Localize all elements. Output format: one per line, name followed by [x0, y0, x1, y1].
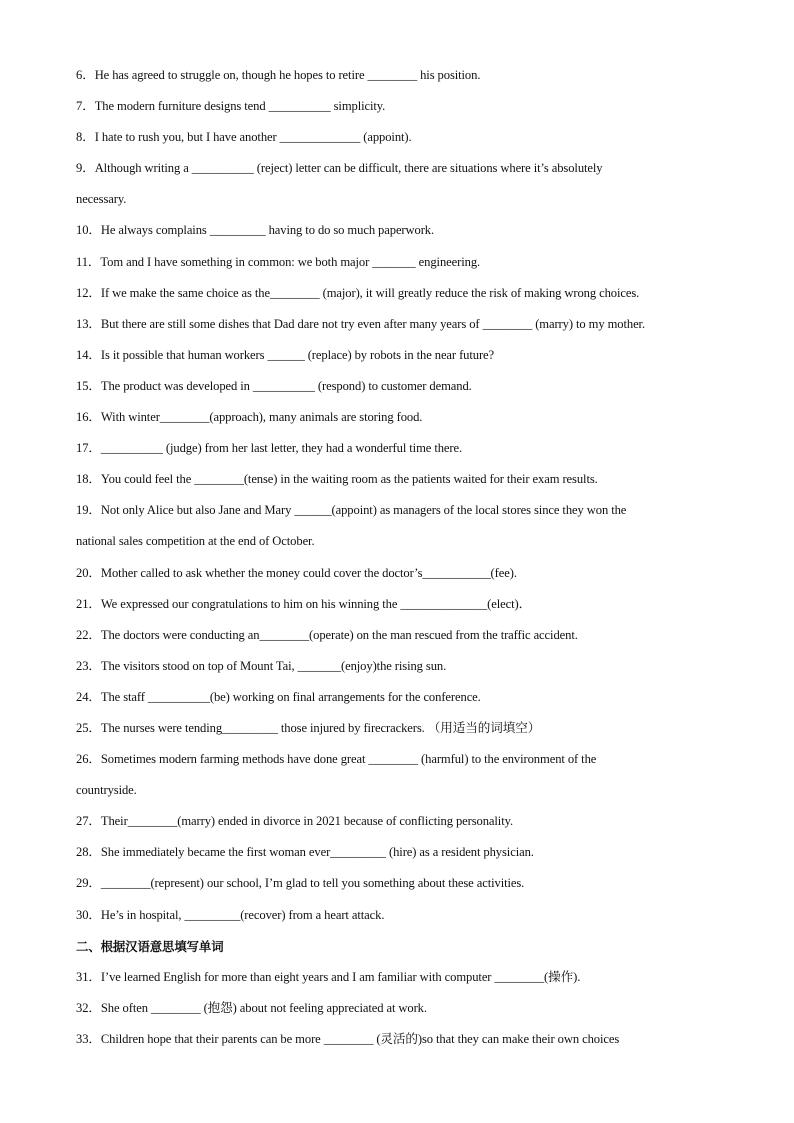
- question-29: 29．________(represent) our school, I’m glad to tell you something about these activities.: [76, 876, 525, 891]
- question-11: 11．Tom and I have something in common: we both major _______ engineering.: [76, 254, 481, 269]
- question-22: 22．The doctors were conducting an________(operate) on the man rescued from the traffic accident.: [76, 627, 578, 642]
- question-20: 20．Mother called to ask whether the money could cover the doctor’s___________(fee).: [76, 565, 517, 580]
- question-26: 26．Sometimes modern farming methods have done great ________ (harmful) to the environment of the: [76, 752, 597, 767]
- question-7: 7．The modern furniture designs tend __________ simplicity.: [76, 99, 386, 114]
- question-30: 30．He’s in hospital, _________(recover) from a heart attack.: [76, 907, 385, 922]
- question-10: 10．He always complains _________ having to do so much paperwork.: [76, 223, 435, 238]
- question-32: 32．She often ________ (抱怨) about not feeling appreciated at work.: [76, 1000, 427, 1015]
- question-8: 8．I hate to rush you, but I have another _____________ (appoint).: [76, 130, 412, 145]
- question-33: 33．Children hope that their parents can be more ________ (灵活的)so that they can make their own choices: [76, 1031, 620, 1046]
- question-14: 14．Is it possible that human workers ______ (replace) by robots in the near future?: [76, 347, 495, 362]
- question-13: 13．But there are still some dishes that Dad dare not try even after many years of ________ (marry) to my mother.: [76, 316, 646, 331]
- question-31: 31．I’ve learned English for more than eight years and I am familiar with computer ________(操作).: [76, 969, 581, 984]
- question-9: 9．Although writing a __________ (reject) letter can be difficult, there are situations where it’s absolutely: [76, 161, 603, 176]
- question-9-continued: necessary.: [76, 192, 127, 207]
- question-19-continued: national sales competition at the end of October.: [76, 534, 315, 549]
- question-23: 23．The visitors stood on top of Mount Tai, _______(enjoy)the rising sun.: [76, 658, 447, 673]
- question-26-continued: countryside.: [76, 783, 137, 798]
- question-6: 6．He has agreed to struggle on, though he hopes to retire ________ his position.: [76, 68, 481, 82]
- question-12: 12．If we make the same choice as the________ (major), it will greatly reduce the risk of making wrong choices.: [76, 285, 640, 300]
- question-19: 19．Not only Alice but also Jane and Mary ______(appoint) as managers of the local stores since they won the: [76, 503, 627, 518]
- question-17: 17．__________ (judge) from her last letter, they had a wonderful time there.: [76, 441, 463, 456]
- question-27: 27．Their________(marry) ended in divorce in 2021 because of conflicting personality.: [76, 814, 514, 829]
- question-28: 28．She immediately became the first woman ever_________ (hire) as a resident physician.: [76, 845, 534, 860]
- question-18: 18．You could feel the ________(tense) in the waiting room as the patients waited for their exam results.: [76, 472, 598, 487]
- question-16: 16．With winter________(approach), many animals are storing food.: [76, 410, 423, 425]
- question-21: 21．We expressed our congratulations to him on his winning the ______________(elect)．: [76, 596, 532, 611]
- question-25: 25．The nurses were tending_________ those injured by firecrackers. （用适当的词填空）: [76, 720, 541, 735]
- worksheet-page: [76, 60, 726, 1055]
- question-24: 24．The staff __________(be) working on final arrangements for the conference.: [76, 689, 481, 704]
- question-15: 15．The product was developed in __________ (respond) to customer demand.: [76, 378, 472, 393]
- section-heading: 二、根据汉语意思填写单词: [76, 938, 224, 954]
